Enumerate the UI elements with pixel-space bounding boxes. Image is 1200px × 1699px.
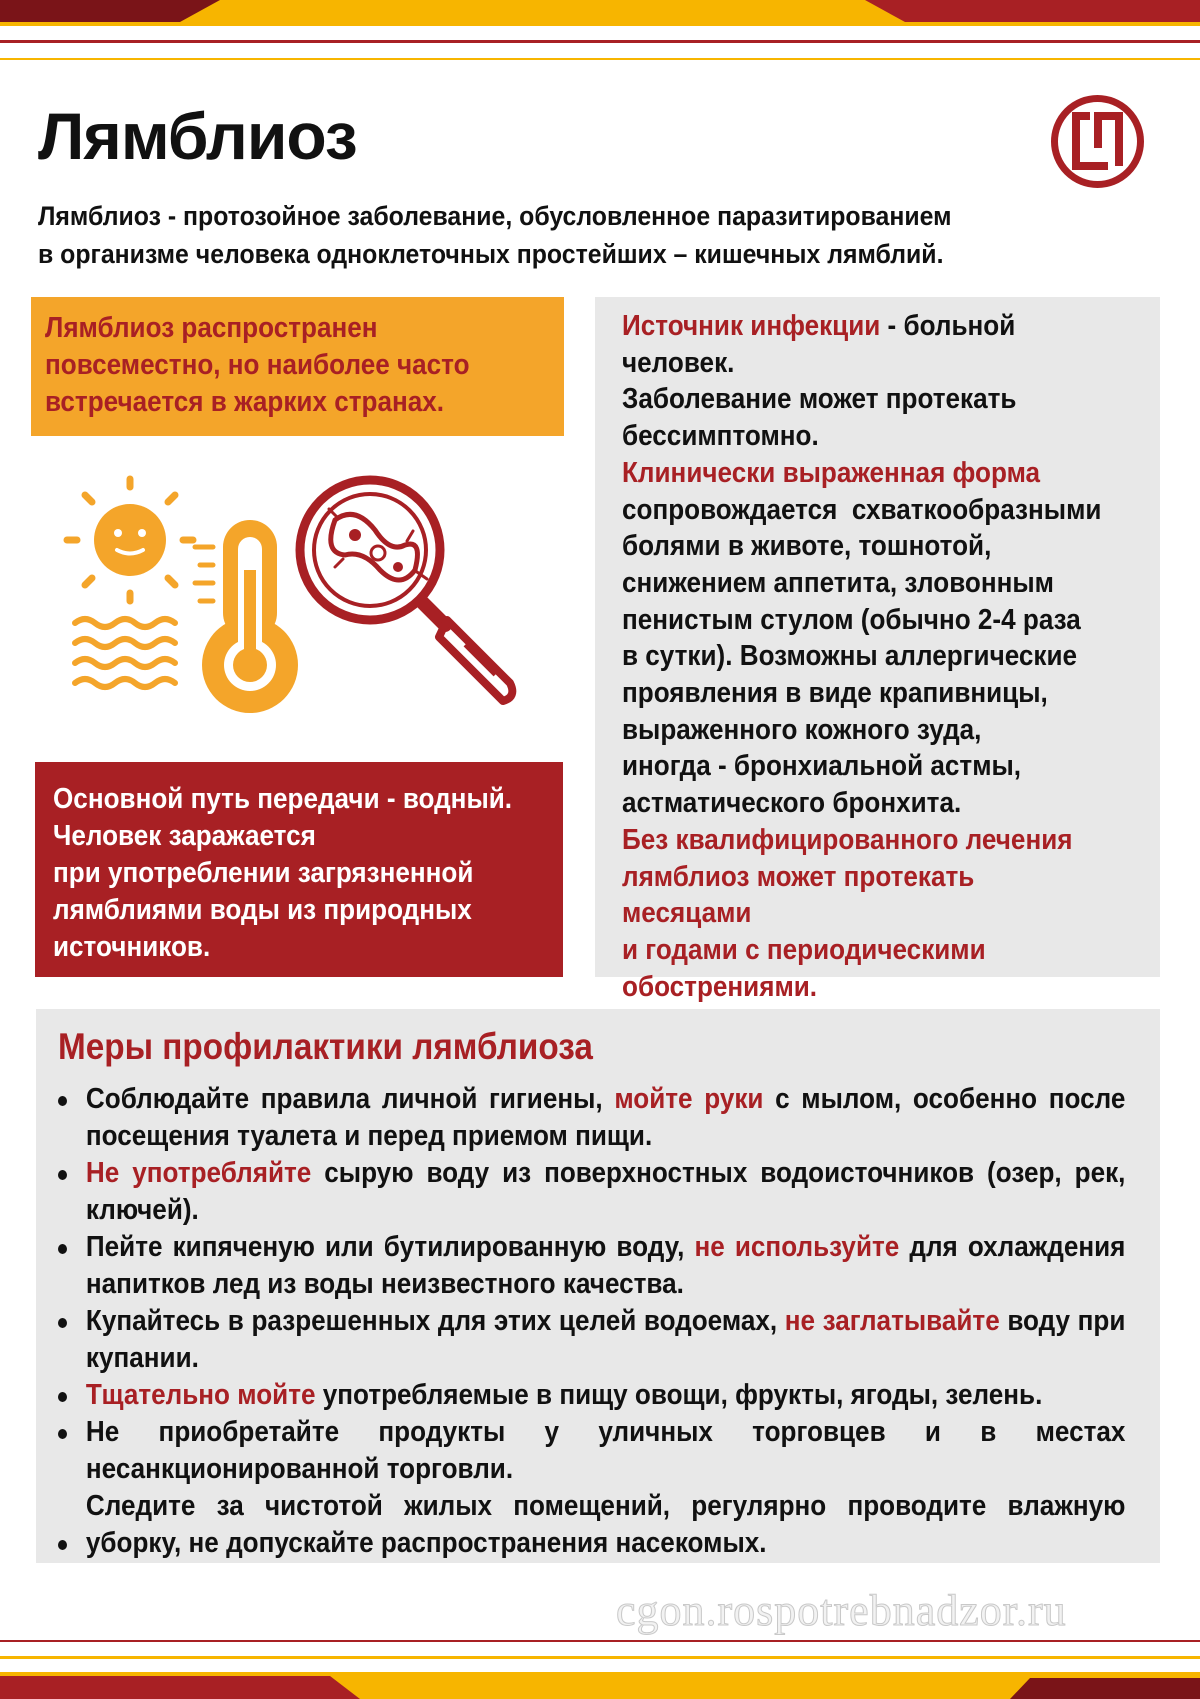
- warning-line: лямблиоз может протекать месяцами: [622, 860, 975, 930]
- intro-text: [38, 197, 995, 273]
- footer-line-yellow: [0, 1656, 1200, 1659]
- transmission-line-5: источников.: [53, 931, 211, 963]
- bullet-icon: [58, 1540, 67, 1550]
- clinical-line: в сутки). Возможны аллергические: [622, 640, 1078, 673]
- spread-line-2: повсеместно, но наиболее часто: [45, 349, 470, 381]
- clinical-line: иногда - бронхиальной астмы,: [622, 750, 1022, 783]
- clinical-line: проявления в виде крапивницы,: [622, 677, 1048, 710]
- clinical-line: сопровождается схваткообразными: [622, 493, 1102, 526]
- header-line-yellow: [0, 58, 1200, 60]
- source-label: Источник инфекции: [622, 310, 881, 342]
- list-item: Не употребляйте сырую воду из поверхностных водоисточников (озер, рек, ключей).: [58, 1155, 1125, 1229]
- clinical-label: Клинически выраженная форма: [622, 456, 1041, 489]
- magnifier-bacteria-icon: [300, 480, 512, 701]
- clinical-line: снижением аппетита, зловонным: [622, 566, 1054, 599]
- intro-line-1: Лямблиоз - протозойное заболевание, обусловленное паразитированием: [38, 201, 952, 231]
- bullet-icon: [58, 1392, 67, 1402]
- clinical-line: болями в животе, тошнотой,: [622, 530, 992, 563]
- rospotrebnadzor-logo-icon: [1050, 94, 1145, 189]
- bullet-icon: [58, 1170, 67, 1180]
- source-text: - больной: [880, 310, 1016, 342]
- clinical-line: астматического бронхита.: [622, 787, 962, 820]
- thermometer-icon: [195, 520, 298, 713]
- prevention-list: [58, 1081, 1125, 1562]
- source-line-1: [622, 308, 1108, 345]
- infection-source-box: [595, 297, 1160, 1003]
- asymptomatic-line-1: Заболевание может протекать: [622, 383, 1017, 416]
- footer-line-red: [0, 1640, 1200, 1642]
- asymptomatic-line-2: бессимптомно.: [622, 420, 819, 453]
- footer-stripe-dark: [1010, 1678, 1200, 1699]
- transmission-line-2: Человек заражается: [53, 820, 316, 852]
- site-watermark: cgon.rospotrebnadzor.ru: [616, 1586, 1067, 1635]
- spread-info-box: [31, 297, 564, 436]
- illustration: [55, 475, 545, 720]
- transmission-info-box: [35, 762, 563, 977]
- header-line-red: [0, 40, 1200, 43]
- intro-line-2: в организме человека одноклеточных простейших – кишечных лямблий.: [38, 239, 944, 269]
- prevention-box: [36, 1009, 1160, 1563]
- header-stripe-red: [865, 0, 1200, 22]
- transmission-line-3: при употреблении загрязненной: [53, 857, 474, 889]
- warning-line: Без квалифицированного лечения: [622, 823, 1073, 856]
- list-item: Соблюдайте правила личной гигиены, мойте руки с мылом, особенно после посещения туалета и перед приемом пищи.: [58, 1081, 1125, 1155]
- transmission-line-4: лямблиями воды из природных: [53, 894, 472, 926]
- bullet-icon: [58, 1429, 67, 1439]
- spread-line-3: встречается в жарких странах.: [45, 386, 445, 418]
- list-item: Следите за чистотой жилых помещений, регулярно проводите влажную уборку, не допускайте распространения насекомых.: [58, 1488, 1125, 1562]
- list-item: Не приобретайте продукты у уличных торговцев и в местах несанкционированной торговли.: [58, 1414, 1125, 1488]
- page-title: Лямблиоз: [38, 99, 357, 173]
- clinical-line: пенистым стулом (обычно 2-4 раза: [622, 603, 1081, 636]
- list-item: Пейте кипяченую или бутилированную воду, не используйте для охлаждения напитков лед из воды неизвестного качества.: [58, 1229, 1125, 1303]
- spread-line-1: Лямблиоз распространен: [45, 312, 378, 344]
- warning-line: обострениями.: [622, 970, 818, 1003]
- list-item: Тщательно мойте употребляемые в пищу овощи, фрукты, ягоды, зелень.: [58, 1377, 1125, 1414]
- footer-stripe-red: [0, 1676, 360, 1699]
- clinical-line: выраженного кожного зуда,: [622, 713, 982, 746]
- warning-line: и годами с периодическими: [622, 933, 986, 966]
- list-item: Купайтесь в разрешенных для этих целей водоемах, не заглатывайте воду при купании.: [58, 1303, 1125, 1377]
- bullet-icon: [58, 1096, 67, 1106]
- bullet-icon: [58, 1244, 67, 1254]
- source-line-2: человек.: [622, 346, 735, 379]
- sun-icon: [67, 479, 193, 601]
- bullet-icon: [58, 1318, 67, 1328]
- transmission-line-1: Основной путь передачи - водный.: [53, 783, 513, 815]
- heat-waves-icon: [75, 619, 175, 687]
- prevention-title: Меры профилактики лямблиоза: [58, 1026, 593, 1067]
